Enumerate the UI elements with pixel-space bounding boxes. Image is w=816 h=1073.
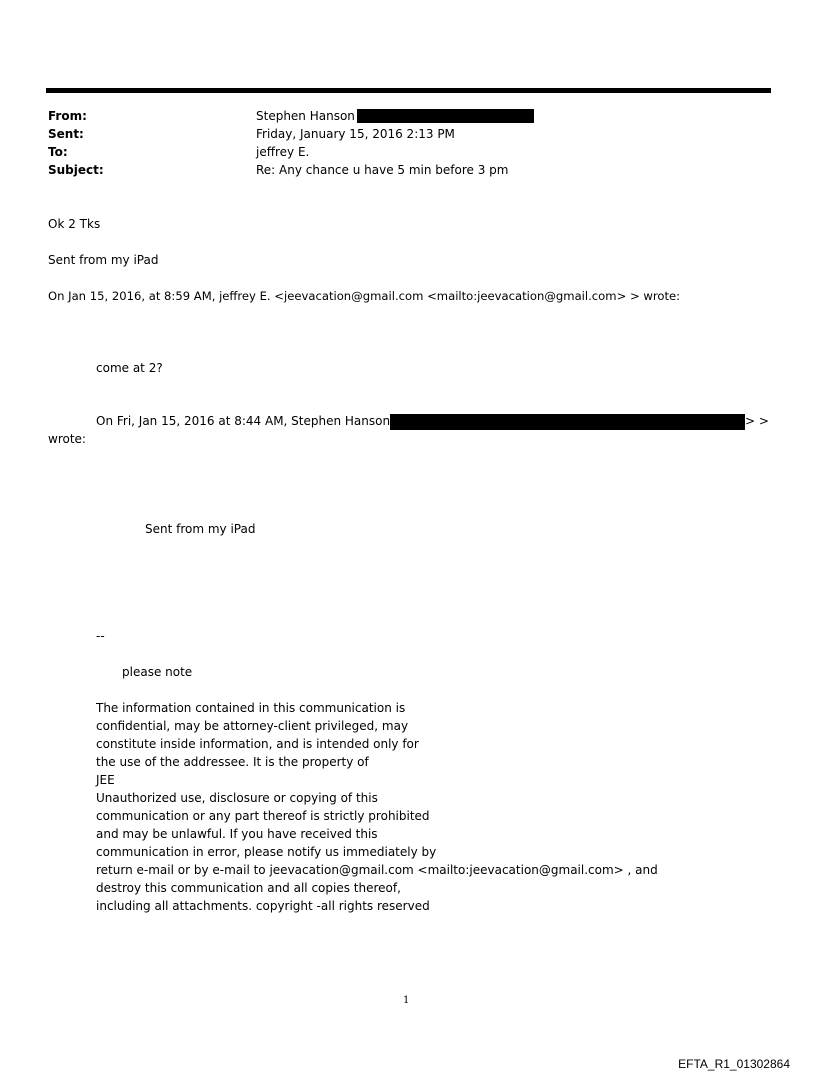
body-line-1: Ok 2 Tks [48, 217, 101, 231]
document-id: EFTA_R1_01302864 [678, 1057, 790, 1071]
disclaimer-line: JEE [96, 773, 115, 787]
disclaimer-line: destroy this communication and all copies thereof, [96, 881, 401, 895]
page-number: 1 [403, 995, 410, 1006]
to-value: jeffrey E. [256, 145, 310, 159]
sent-value: Friday, January 15, 2016 2:13 PM [256, 127, 455, 141]
sent-label: Sent: [48, 127, 84, 141]
disclaimer-line: constitute inside information, and is intended only for [96, 737, 419, 751]
disclaimer-line: confidential, may be attorney-client privileged, may [96, 719, 409, 733]
quote-intro: On Jan 15, 2016, at 8:59 AM, jeffrey E. <jeevacation@gmail.com <mailto:jeevacation@gmail.com> > wrote: [48, 289, 681, 303]
body-line-2: Sent from my iPad [48, 253, 159, 267]
nested-quote-wrote: wrote: [48, 432, 86, 446]
disclaimer-line: The information contained in this communication is [96, 701, 406, 715]
disclaimer-line: including all attachments. copyright -all rights reserved [96, 899, 430, 913]
redaction-bar [390, 414, 745, 430]
disclaimer-line: communication in error, please notify us immediately by [96, 845, 437, 859]
nested-signature: Sent from my iPad [145, 522, 256, 536]
disclaimer-line: return e-mail or by e-mail to jeevacation@gmail.com <mailto:jeevacation@gmail.com> , and [96, 863, 658, 877]
from-label: From: [48, 109, 87, 123]
header-rule [46, 88, 771, 93]
nested-quote-intro-tail: > > [745, 414, 769, 428]
nested-quote-intro: On Fri, Jan 15, 2016 at 8:44 AM, Stephen Hanson [96, 414, 391, 428]
signature-separator: -- [96, 629, 105, 643]
disclaimer-line: Unauthorized use, disclosure or copying of this [96, 791, 378, 805]
from-value: Stephen Hanson [256, 109, 355, 123]
please-note: please note [122, 665, 193, 679]
disclaimer-line: the use of the addressee. It is the property of [96, 755, 369, 769]
subject-label: Subject: [48, 163, 104, 177]
subject-value: Re: Any chance u have 5 min before 3 pm [256, 163, 509, 177]
redaction-bar [357, 109, 534, 123]
to-label: To: [48, 145, 68, 159]
disclaimer-line: communication or any part thereof is strictly prohibited [96, 809, 430, 823]
reply-text: come at 2? [96, 361, 163, 375]
disclaimer-line: and may be unlawful. If you have received this [96, 827, 378, 841]
